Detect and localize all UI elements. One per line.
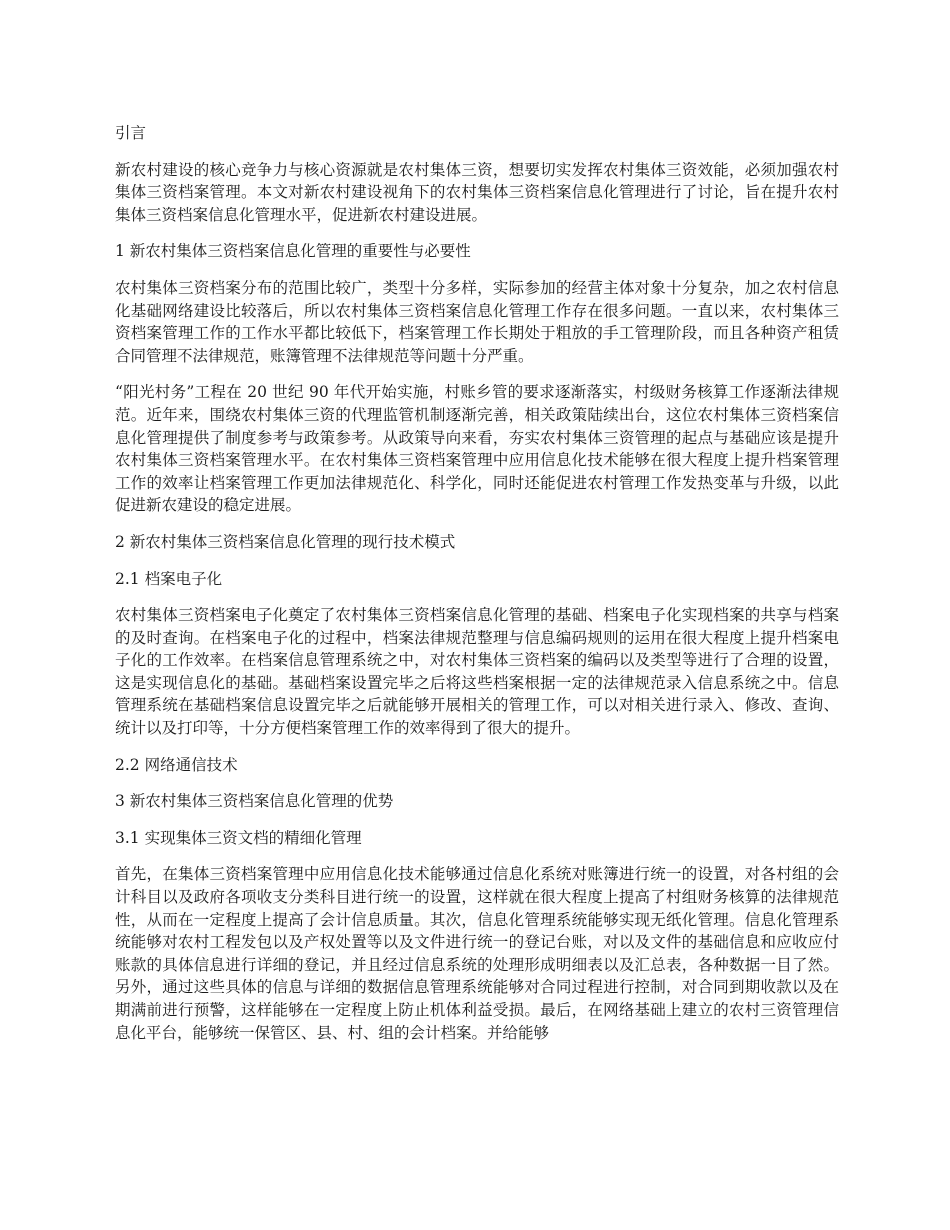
document-page (115, 122, 839, 1058)
section-2-heading: 2 新农村集体三资档案信息化管理的现行技术模式 (115, 532, 456, 551)
section-2-1-heading: 2.1 档案电子化 (115, 569, 223, 588)
section-1-paragraph-1: 农村集体三资档案分布的范围比较广，类型十分多样，实际参加的经营主体对象十分复杂，加之农村信息化基础网络建设比较落后，所以农村集体三资档案信息化管理工作存在很多问题。一直以来，农村集体三资档案管理工作的工作水平都比较低下，档案管理工作长期处于粗放的手工管理阶段，而且各种资产租赁合同管理不法律规范，账簿管理不法律规范等问题十分严重。 (115, 278, 839, 365)
intro-heading: 引言 (115, 124, 147, 142)
section-2-2-heading: 2.2 网络通信技术 (115, 755, 238, 774)
section-3-heading: 3 新农村集体三资档案信息化管理的优势 (115, 792, 394, 811)
section-3-1-heading: 3.1 实现集体三资文档的精细化管理 (115, 828, 362, 847)
section-1-heading: 1 新农村集体三资档案信息化管理的重要性与必要性 (115, 242, 471, 261)
section-1-paragraph-2: “阳光村务”工程在 20 世纪 90 年代开始实施，村账乡管的要求逐渐落实，村级财务核算工作逐渐法律规范。近年来，围绕农村集体三资的代理监管机制逐渐完善，相关政策陆续出台，这位农村集体三资档案信息化管理提供了制度参考与政策参考。从政策导向来看，夯实农村集体三资管理的起点与基础应该是提升农村集体三资档案管理水平。在农村集体三资档案管理中应用信息化技术能够在很大程度上提升档案管理工作的效率让档案管理工作更加法律规范化、科学化，同时还能促进农村管理工作发热变革与升级，以此促进新农建设的稳定进展。 (115, 383, 839, 515)
section-2-1-paragraph: 农村集体三资档案电子化奠定了农村集体三资档案信息化管理的基础、档案电子化实现档案的共享与档案的及时查询。在档案电子化的过程中，档案法律规范整理与信息编码规则的运用在很大程度上提升档案电子化的工作效率。在档案信息管理系统之中，对农村集体三资档案的编码以及类型等进行了合理的设置，这是实现信息化的基础。基础档案设置完毕之后将这些档案根据一定的法律规范录入信息系统之中。信息管理系统在基础档案信息设置完毕之后就能够开展相关的管理工作，可以对相关进行录入、修改、查询、统计以及打印等，十分方便档案管理工作的效率得到了很大的提升。 (115, 606, 839, 738)
intro-paragraph: 新农村建设的核心竞争力与核心资源就是农村集体三资，想要切实发挥农村集体三资效能，必须加强农村集体三资档案管理。本文对新农村建设视角下的农村集体三资档案信息化管理进行了讨论，旨在提升农村集体三资档案信息化管理水平，促进新农村建设进展。 (115, 160, 839, 224)
section-3-1-paragraph: 首先，在集体三资档案管理中应用信息化技术能够通过信息化系统对账簿进行统一的设置，对各村组的会计科目以及政府各项收支分类科目进行统一的设置，这样就在很大程度上提高了村组财务核算的法律规范性，从而在一定程度上提高了会计信息质量。其次，信息化管理系统能够实现无纸化管理。信息化管理系统能够对农村工程发包以及产权处置等以及文件进行统一的登记台账，对以及文件的基础信息和应收应付账款的具体信息进行详细的登记，并且经过信息系统的处理形成明细表以及汇总表，各种数据一目了然。另外，通过这些具体的信息与详细的数据信息管理系统能够对合同过程进行控制，对合同到期收款以及在期满前进行预警，这样能够在一定程度上防止机体利益受损。最后，在网络基础上建立的农村三资管理信息化平台，能够统一保管区、县、村、组的会计档案。并给能够 (115, 865, 839, 1042)
